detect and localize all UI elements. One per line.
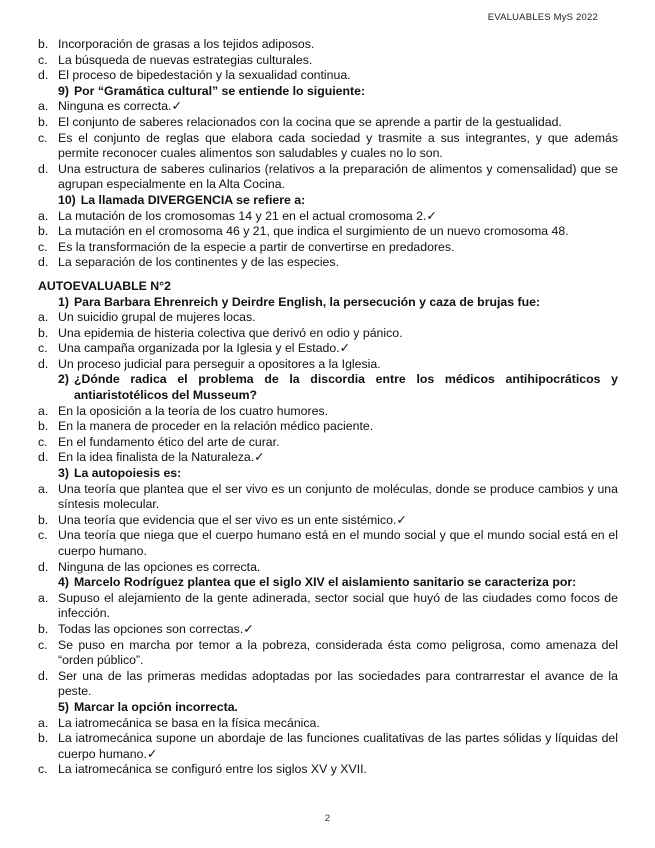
option-line	[38, 528, 618, 559]
option-letter: c.	[38, 52, 48, 67]
option-text: El proceso de bipedestación y la sexualidad continua.	[58, 68, 351, 83]
option-letter: c.	[38, 434, 48, 449]
question-heading	[38, 84, 618, 100]
option-line	[38, 357, 618, 373]
question-heading	[38, 295, 618, 311]
option-line	[38, 326, 618, 342]
document-body	[38, 37, 618, 778]
option-letter: c.	[38, 637, 48, 652]
option-letter: b.	[38, 512, 49, 527]
option-text: Se puso en marcha por temor a la pobreza, considerada ésta como peligrosa, como amenaza del “orden público”.	[58, 637, 618, 668]
option-text: En la oposición a la teoría de los cuatro humores.	[58, 403, 329, 418]
option-text: La separación de los continentes y de las especies.	[58, 255, 339, 270]
page-header: EVALUABLES MyS 2022	[487, 12, 598, 23]
option-letter: d.	[38, 161, 49, 176]
option-line	[38, 115, 618, 131]
option-line	[38, 591, 618, 622]
option-text: Ser una de las primeras medidas adoptadas por las sociedades para contrarrestar el avance de la peste.	[58, 668, 618, 699]
option-letter: d.	[38, 668, 49, 683]
option-text: La iatromecánica se basa en la física mecánica.	[58, 715, 320, 730]
option-line	[38, 209, 618, 225]
option-letter: d.	[38, 450, 49, 465]
question-number: 10)	[58, 192, 76, 207]
option-text: Una campaña organizada por la Iglesia y el Estado.✓	[58, 341, 350, 356]
option-text: Una teoría que evidencia que el ser vivo es un ente sistémico.✓	[58, 512, 407, 527]
option-line	[38, 669, 618, 700]
option-text: Es la transformación de la especie a partir de convertirse en predadores.	[58, 239, 455, 254]
option-letter: c.	[38, 528, 48, 543]
option-text: La iatromecánica supone un abordaje de las funciones cualitativas de las partes sólidas y líquidas del cuerpo humano.✓	[58, 731, 618, 761]
option-letter: b.	[38, 114, 49, 129]
question-number: 1)	[58, 294, 69, 309]
option-letter: a.	[38, 715, 49, 730]
option-text: La mutación en el cromosoma 46 y 21, que indica el surgimiento de un nuevo cromosoma 48.	[58, 224, 569, 239]
option-letter: c.	[38, 762, 48, 777]
option-line	[38, 310, 618, 326]
option-letter: a.	[38, 481, 49, 496]
option-line	[38, 482, 618, 513]
option-letter: b.	[38, 37, 49, 51]
question-text: La llamada DIVERGENCIA se refiere a:	[80, 192, 306, 207]
question-heading	[38, 575, 618, 591]
option-line	[38, 99, 618, 115]
option-line	[38, 131, 618, 162]
question-number: 2)	[58, 372, 69, 387]
option-line	[38, 341, 618, 357]
question-number: 9)	[58, 83, 69, 98]
option-line	[38, 240, 618, 256]
option-letter: c.	[38, 239, 48, 254]
option-line	[38, 450, 618, 466]
option-letter: d.	[38, 255, 49, 270]
option-text: Una estructura de saberes culinarios (relativos a la preparación de alimentos y comensalidad) que se agrupan especialmente en la Alta Cocina.	[58, 161, 618, 192]
option-line	[38, 53, 618, 69]
option-text: Ninguna es correcta.✓	[58, 99, 182, 114]
option-letter: b.	[38, 731, 49, 746]
option-text: Una epidemia de histeria colectiva que derivó en odio y pánico.	[58, 325, 403, 340]
option-line	[38, 162, 618, 193]
questions-group-a	[38, 84, 618, 271]
option-text: Todas las opciones son correctas.✓	[58, 621, 254, 636]
option-text: La búsqueda de nuevas estrategias culturales.	[58, 52, 313, 67]
option-text: Una teoría que niega que el cuerpo humano está en el mundo social y que el mundo social está en el cuerpo humano.	[58, 528, 618, 558]
option-line	[38, 513, 618, 529]
question-text: Para Barbara Ehrenreich y Deirdre English, la persecución y caza de brujas fue:	[73, 294, 541, 309]
option-line	[38, 68, 618, 84]
option-text: Supuso el alejamiento de la gente adinerada, sector social que huyó de las ciudades como focos de infección.	[58, 590, 618, 621]
question-number: 4)	[58, 575, 69, 590]
top-options	[38, 37, 618, 84]
option-letter: b.	[38, 224, 49, 239]
option-text: El conjunto de saberes relacionados con la cocina que se aprende a partir de la gestualidad.	[58, 114, 562, 129]
option-text: La iatromecánica se configuró entre los siglos XV y XVII.	[58, 762, 367, 777]
section-title: AUTOEVALUABLE N°2	[38, 278, 171, 293]
question-number: 5)	[58, 699, 69, 714]
question-text: La autopoiesis es:	[73, 466, 182, 481]
option-letter: b.	[38, 419, 49, 434]
question-heading	[38, 372, 618, 403]
option-line	[38, 560, 618, 576]
option-letter: b.	[38, 325, 49, 340]
option-line	[38, 731, 618, 762]
option-letter: a.	[38, 590, 49, 605]
option-letter: c.	[38, 341, 48, 356]
page-number: 2	[324, 813, 331, 824]
option-text: La mutación de los cromosomas 14 y 21 en el actual cromosoma 2.✓	[58, 208, 437, 223]
option-line	[38, 419, 618, 435]
option-letter: b.	[38, 621, 49, 636]
option-letter: a.	[38, 208, 49, 223]
option-text: Ninguna de las opciones es correcta.	[58, 559, 261, 574]
option-letter: d.	[38, 68, 49, 83]
option-text: Incorporación de grasas a los tejidos adiposos.	[58, 37, 315, 51]
question-heading	[38, 700, 618, 716]
option-letter: a.	[38, 99, 49, 114]
option-line	[38, 716, 618, 732]
option-text: En la manera de proceder en la relación médico paciente.	[58, 419, 374, 434]
questions-group-b	[38, 295, 618, 778]
option-text: Un suicidio grupal de mujeres locas.	[58, 310, 256, 325]
option-text: Una teoría que plantea que el ser vivo es un conjunto de moléculas, donde se produce cambios y una síntesis molecular.	[58, 481, 618, 512]
option-text: Un proceso judicial para perseguir a opositores a la Iglesia.	[58, 356, 381, 371]
option-text: Es el conjunto de reglas que elabora cada sociedad y trasmite a sus integrantes, y que además permite reconocer cuales alimentos son saludables y cuales no lo son.	[58, 130, 618, 161]
question-heading	[38, 193, 618, 209]
question-text: Por “Gramática cultural” se entiende lo siguiente:	[73, 83, 366, 98]
option-line	[38, 224, 618, 240]
option-letter: d.	[38, 356, 49, 371]
option-text: En el fundamento ético del arte de curar.	[58, 434, 280, 449]
option-letter: c.	[38, 130, 48, 145]
question-number: 3)	[58, 466, 69, 481]
question-text: Marcar la opción incorrecta.	[73, 699, 238, 714]
option-line	[38, 37, 618, 53]
option-line	[38, 404, 618, 420]
option-letter: d.	[38, 559, 49, 574]
option-letter: a.	[38, 310, 49, 325]
question-heading	[38, 466, 618, 482]
option-line	[38, 622, 618, 638]
option-line	[38, 762, 618, 778]
question-text: ¿Dónde radica el problema de la discordia entre los médicos antihipocráticos y antiaristotélicos del Musseum?	[73, 372, 618, 403]
option-letter: a.	[38, 403, 49, 418]
option-line	[38, 255, 618, 271]
option-text: En la idea finalista de la Naturaleza.✓	[58, 450, 265, 465]
option-line	[38, 435, 618, 451]
question-text: Marcelo Rodríguez plantea que el siglo XIV el aislamiento sanitario se caracteriza por:	[73, 575, 577, 590]
option-line	[38, 638, 618, 669]
